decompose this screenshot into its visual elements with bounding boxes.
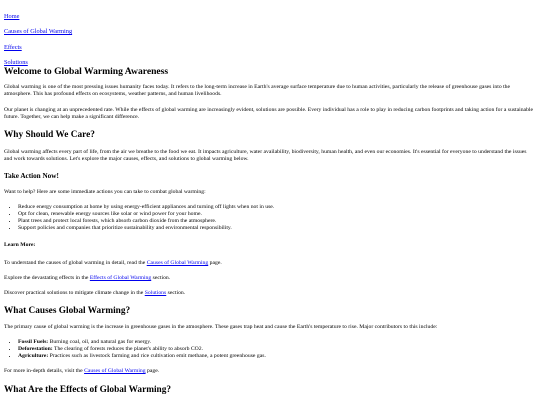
learn-line-3-text: Discover practical solutions to mitigate climate change in the (4, 290, 144, 296)
causes-heading: What Causes Global Warming? (4, 306, 131, 316)
causes-more (4, 368, 536, 375)
cause-text: Burning coal, oil, and natural gas for energy. (49, 339, 152, 345)
causes-paragraph: The primary cause of global warming is the increase in greenhouse gases in the atmosphere. These gases trap heat and cause the Earth's temperature to rise. Major contributors to this include: (4, 324, 438, 330)
learn-line-2-suffix: section. (152, 275, 171, 281)
effects-heading: What Are the Effects of Global Warming? (4, 385, 171, 395)
cause-label: Agriculture: (18, 352, 49, 359)
learn-line-2 (4, 275, 536, 282)
solutions-link[interactable]: Solutions (144, 290, 167, 296)
nav-solutions-link[interactable]: Solutions (4, 59, 28, 66)
why-heading: Why Should We Care? (4, 130, 95, 140)
learn-line-3-suffix: section. (167, 290, 186, 296)
causes-link[interactable]: Causes of Global Warming (146, 260, 209, 266)
why-paragraph: Global warming affects every part of life, from the air we breathe to the food we eat. It impacts agriculture, water availability, biodiversity, human health, and even our economies. It's essential for everyone to understand the issues and work towards solutions. Let's explore the major causes, effects, and solutions to global warming below. (4, 149, 527, 163)
intro-paragraph-1: Global warming is one of the most pressing issues humanity faces today. It refers to the long-term increase in Earth's average surface temperature due to human activities, particularly the release of greenhouse gases into the atmosphere. This has profound effects on ecosystems, weather patterns, and human livelihoods. (4, 84, 511, 98)
cause-item (18, 339, 536, 346)
nav-effects-link[interactable]: Effects (4, 44, 22, 51)
action-heading: Take Action Now! (4, 172, 59, 180)
cause-label: Deforestation: (18, 345, 53, 352)
action-item: • Support policies and companies that prioritize sustainability and environmental responsibility. (18, 225, 536, 232)
action-item: • Opt for clean, renewable energy sources like solar or wind power for your home. (18, 211, 536, 218)
learn-line-3 (4, 290, 536, 297)
cause-text: The clearing of forests reduces the planet's ability to absorb CO2. (53, 345, 203, 352)
cause-text: Practices such as livestock farming and rice cultivation emit methane, a potent greenhouse gas. (49, 352, 266, 359)
learn-line-1-suffix: page. (209, 260, 222, 266)
intro-paragraph-2: Our planet is changing at an unprecedented rate. While the effects of global warming are increasingly evident, solutions are possible. Every individual has a role to play in reducing carbon footprints and taking action for a sustainable future. Together, we can help make a significant difference. (4, 107, 534, 121)
cause-label: Fossil Fuels: (18, 339, 49, 345)
action-list (4, 204, 536, 232)
learn-line-1 (4, 260, 536, 267)
learn-line-2-text: Explore the devastating effects in the (4, 275, 89, 281)
nav-home-link[interactable]: Home (4, 13, 20, 20)
causes-more-suffix: page. (147, 368, 160, 374)
cause-item (18, 346, 536, 353)
action-intro: Want to help? Here are some immediate actions you can take to combat global warming: (4, 189, 206, 195)
intro-heading: Welcome to Global Warming Awareness (4, 66, 169, 77)
action-item: • Reduce energy consumption at home by using energy-efficient appliances and turning off lights when not in use. (18, 204, 536, 211)
causes-list (4, 339, 536, 360)
nav-causes-link[interactable]: Causes of Global Warming (4, 28, 73, 35)
learn-more-label: Learn More: (4, 242, 36, 248)
cause-item (18, 353, 536, 360)
causes-more-link[interactable]: Causes of Global Warming (84, 368, 146, 374)
learn-line-1-text: To understand the causes of global warming in detail, read the (4, 260, 146, 266)
action-item: • Plant trees and protect local forests, which absorb carbon dioxide from the atmosphere. (18, 218, 536, 225)
causes-more-text: For more in-depth details, visit the (4, 368, 83, 374)
effects-link[interactable]: Effects of Global Warming (89, 275, 152, 281)
